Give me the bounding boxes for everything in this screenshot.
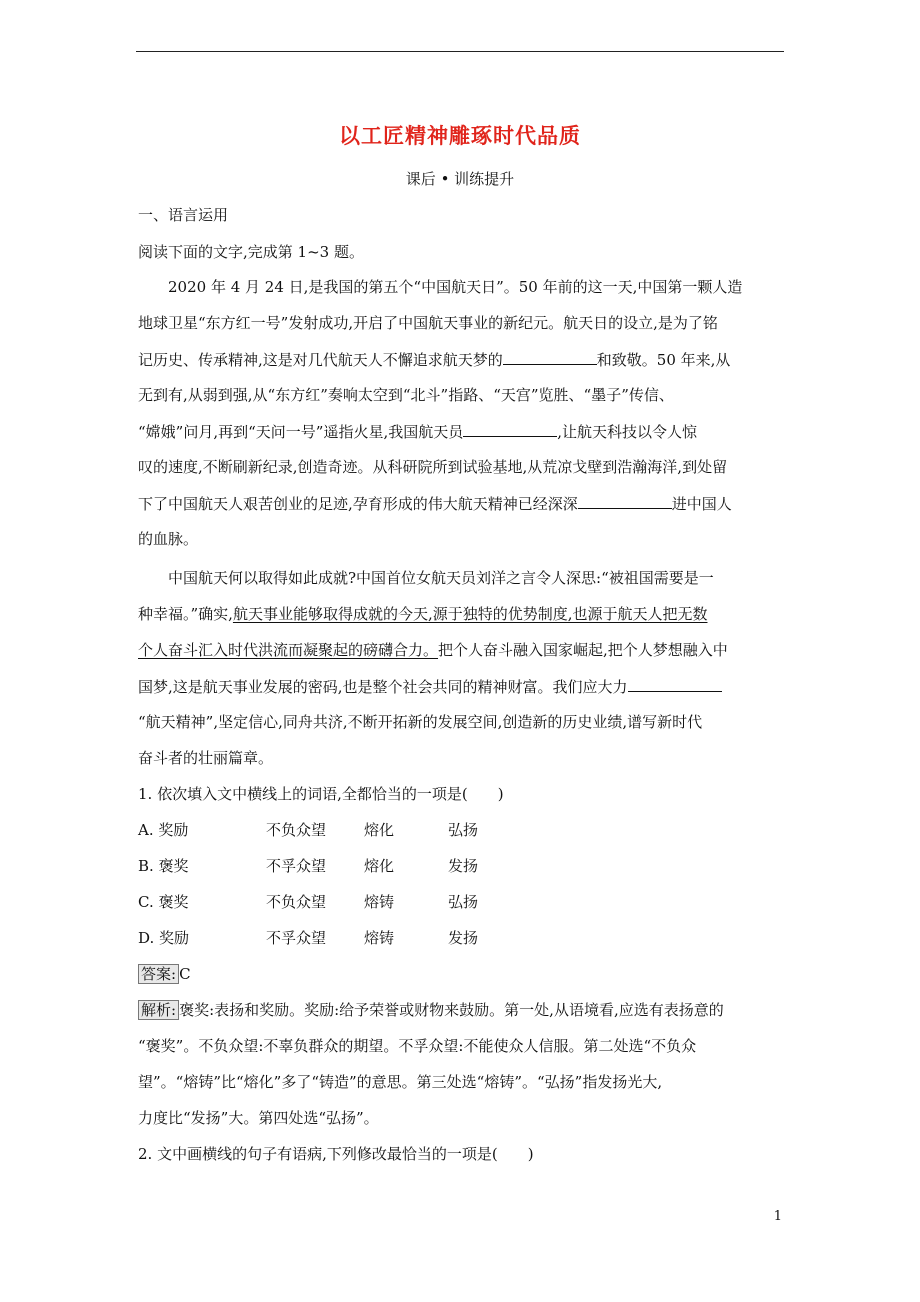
- page-title: 以工匠精神雕琢时代品质: [339, 123, 581, 148]
- passage-line: 地球卫星“东方红一号”发射成功,开启了中国航天事业的新纪元。航天日的设立,是为了铭: [138, 314, 718, 332]
- passage-line: 无到有,从弱到强,从“东方红”奏响太空到“北斗”指路、“天宫”览胜、“墨子”传信、: [138, 386, 674, 404]
- fill-blank-1: [503, 348, 597, 365]
- instruction: 阅读下面的文字,完成第 1~3 题。: [138, 243, 364, 261]
- passage-line: 个人奋斗汇入时代洪流而凝聚起的磅礴合力。把个人奋斗融入国家崛起,把个人梦想融入中: [138, 641, 728, 659]
- analysis-line: 望”。“熔铸”比“熔化”多了“铸造”的意思。第三处选“熔铸”。“弘扬”指发扬光大,: [138, 1073, 663, 1091]
- answer-row: [138, 963, 191, 985]
- passage-line: 奋斗者的壮丽篇章。: [138, 749, 274, 767]
- option-a-word3: 熔化: [364, 821, 395, 839]
- header-rule: [136, 51, 784, 52]
- passage-line: 叹的速度,不断刷新纪录,创造奇迹。从科研院所到试验基地,从荒凉戈壁到浩瀚海洋,到处留: [138, 458, 728, 476]
- passage-line: 2020 年 4 月 24 日,是我国的第五个“中国航天日”。50 年前的这一天,中国第一颗人造: [168, 278, 743, 296]
- analysis-tag: 解析:: [138, 1000, 179, 1020]
- fill-blank-2: [463, 420, 557, 437]
- answer-value: C: [179, 965, 191, 983]
- underlined-sentence: 航天事业能够取得成就的今天,源于独特的优势制度,也源于航天人把无数: [232, 605, 708, 623]
- option-d-label: D. 奖励: [138, 929, 190, 947]
- passage-line: “嫦娥”问月,再到“天问一号”遥指火星,我国航天员 ,让航天科技以令人惊: [138, 420, 697, 443]
- answer-tag: 答案:: [138, 964, 179, 984]
- fill-blank-3: [578, 492, 672, 509]
- page-number: 1: [773, 1209, 782, 1224]
- question-1-stem: 1. 依次填入文中横线上的词语,全都恰当的一项是( ): [138, 785, 504, 803]
- option-c-word3: 熔铸: [364, 893, 395, 911]
- passage-line: 种幸福。”确实,航天事业能够取得成就的今天,源于独特的优势制度,也源于航天人把无数: [138, 605, 708, 623]
- option-b-word4: 发扬: [448, 857, 479, 875]
- option-c-label: C. 褒奖: [138, 893, 189, 911]
- option-d-word2: 不孚众望: [266, 929, 327, 947]
- option-b-label: B. 褒奖: [138, 857, 189, 875]
- option-c-word4: 弘扬: [448, 893, 479, 911]
- passage-line: “航天精神”,坚定信心,同舟共济,不断开拓新的发展空间,创造新的历史业绩,谱写新时代: [138, 713, 703, 731]
- option-d-word3: 熔铸: [364, 929, 395, 947]
- question-2-stem: 2. 文中画横线的句子有语病,下列修改最恰当的一项是( ): [138, 1145, 534, 1163]
- option-a-label: A. 奖励: [138, 821, 189, 839]
- fill-blank-4: [628, 675, 722, 692]
- passage-line: 国梦,这是航天事业发展的密码,也是整个社会共同的精神财富。我们应大力: [138, 675, 722, 698]
- passage-line: 下了中国航天人艰苦创业的足迹,孕育形成的伟大航天精神已经深深 进中国人: [138, 492, 732, 515]
- underlined-sentence: 个人奋斗汇入时代洪流而凝聚起的磅礴合力。: [138, 641, 439, 659]
- analysis-line: “褒奖”。不负众望:不辜负群众的期望。不孚众望:不能使众人信服。第二处选“不负众: [138, 1037, 697, 1055]
- option-d-word4: 发扬: [448, 929, 479, 947]
- passage-line: 的血脉。: [138, 530, 199, 548]
- option-b-word3: 熔化: [364, 857, 395, 875]
- passage-line: 中国航天何以取得如此成就?中国首位女航天员刘洋之言令人深思:“被祖国需要是一: [168, 569, 714, 587]
- analysis-line: 解析: 褒奖:表扬和奖励。奖励:给予荣誉或财物来鼓励。第一处,从语境看,应选有表扬意的: [138, 999, 724, 1021]
- passage-line: 记历史、传承精神,这是对几代航天人不懈追求航天梦的 和致敬。50 年来,从: [138, 348, 730, 371]
- analysis-line: 力度比“发扬”大。第四处选“弘扬”。: [138, 1109, 379, 1127]
- option-a-word2: 不负众望: [266, 821, 327, 839]
- option-c-word2: 不负众望: [266, 893, 327, 911]
- option-b-word2: 不孚众望: [266, 857, 327, 875]
- page-subtitle: 课后 • 训练提升: [405, 170, 515, 188]
- option-a-word4: 弘扬: [448, 821, 479, 839]
- section-heading: 一、语言运用: [138, 206, 229, 224]
